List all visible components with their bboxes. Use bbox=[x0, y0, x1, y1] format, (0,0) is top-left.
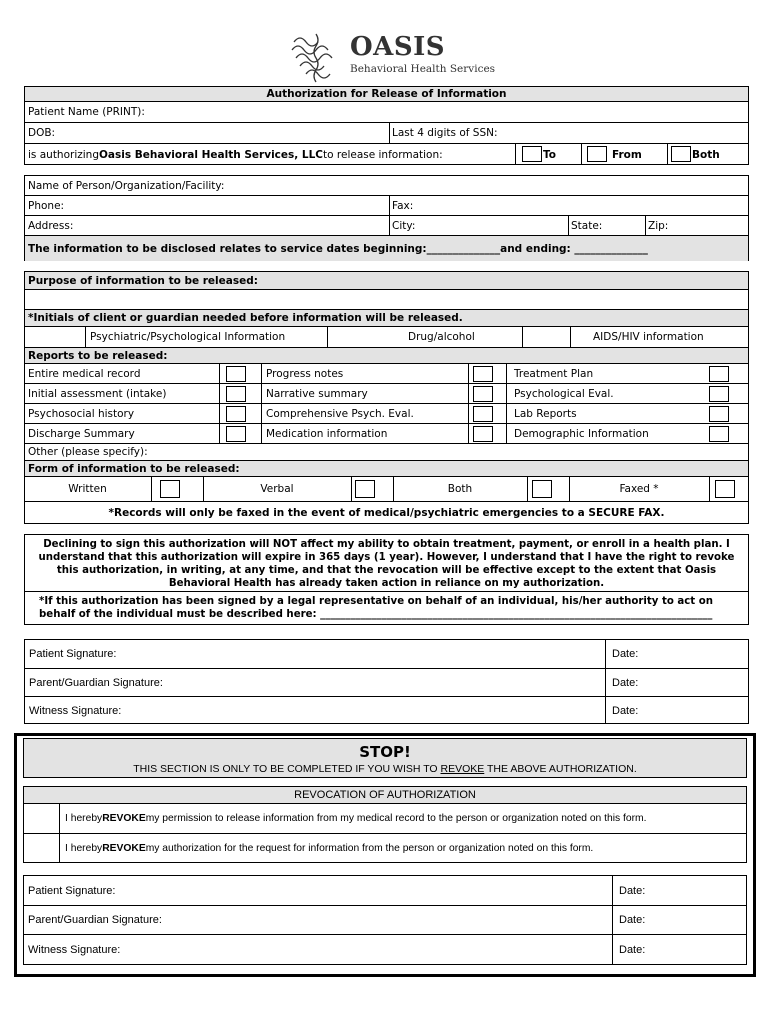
revoke-permission-initials[interactable] bbox=[24, 804, 60, 833]
ssn-label: Last 4 digits of SSN: bbox=[392, 127, 498, 139]
revoke-authorization-initials[interactable] bbox=[24, 834, 60, 863]
option-faxed: Faxed * bbox=[619, 483, 659, 495]
patient-signature-row[interactable] bbox=[25, 640, 748, 669]
revocation-witness-date-label: Date: bbox=[619, 944, 646, 956]
both-label: Both bbox=[692, 148, 720, 161]
checkbox-lab-reports[interactable] bbox=[709, 406, 729, 422]
service-dates-text: The information to be disclosed relates to service dates beginning:______________ and ending: ______________ bbox=[28, 242, 648, 255]
category-aids-hiv: AIDS/HIV information bbox=[593, 331, 704, 343]
declining-text: Declining to sign this authorization will NOT affect my ability to obtain treatment, payment, or enroll in a health plan. I understand that this authorization will expire in 365 days (1 year). However, I understand that I have the right to revoke this authorization, in writing, at any time, and that the revocation will be effective except to the extent that Oasis Behavioral Health has already taken action in reliance on my authorization. bbox=[38, 539, 735, 589]
witness-signature-row[interactable] bbox=[25, 697, 748, 724]
revocation-guardian-signature-label: Parent/Guardian Signature: bbox=[28, 914, 162, 926]
report-psychological-eval: Psychological Eval. bbox=[514, 387, 614, 400]
report-row bbox=[25, 384, 748, 404]
revoke-permission-text: I hereby REVOKE my permission to release information from my medical record to the person or organization noted on this form. bbox=[65, 813, 647, 824]
fax-note: *Records will only be faxed in the event of medical/psychiatric emergencies to a SECURE FAX. bbox=[108, 507, 665, 519]
other-label: Other (please specify): bbox=[28, 446, 148, 458]
checkbox-faxed[interactable] bbox=[715, 480, 735, 498]
report-lab-reports: Lab Reports bbox=[514, 407, 577, 420]
oasis-swirl-icon bbox=[286, 28, 348, 84]
stop-subtitle: THIS SECTION IS ONLY TO BE COMPLETED IF YOU WISH TO REVOKE THE ABOVE AUTHORIZATION. bbox=[133, 763, 637, 775]
guardian-date-label: Date: bbox=[612, 676, 639, 689]
fax-label: Fax: bbox=[392, 199, 414, 212]
guardian-signature-row[interactable] bbox=[25, 669, 748, 697]
report-psychosocial-history: Psychosocial history bbox=[28, 407, 135, 420]
form-title-row bbox=[25, 87, 748, 102]
patient-section bbox=[24, 86, 749, 165]
checkbox-discharge-summary[interactable] bbox=[226, 426, 246, 442]
revocation-header: REVOCATION OF AUTHORIZATION bbox=[294, 789, 476, 801]
checkbox-entire-medical-record[interactable] bbox=[226, 366, 246, 382]
option-written: Written bbox=[68, 483, 107, 495]
stop-title: STOP! bbox=[359, 743, 411, 761]
initials-note: *Initials of client or guardian needed before information will be released. bbox=[28, 312, 463, 324]
report-row bbox=[25, 404, 748, 424]
report-medication-information: Medication information bbox=[266, 427, 388, 440]
reports-header-row bbox=[25, 348, 748, 364]
report-row bbox=[25, 364, 748, 384]
checkbox-medication-information[interactable] bbox=[473, 426, 493, 442]
revocation-witness-signature-label: Witness Signature: bbox=[28, 944, 121, 956]
category-psychiatric: Psychiatric/Psychological Information bbox=[90, 331, 286, 343]
authorizing-org: Oasis Behavioral Health Services, LLC bbox=[99, 148, 324, 161]
report-row bbox=[25, 424, 748, 444]
city-label: City: bbox=[392, 219, 416, 232]
legal-rep-text: *If this authorization has been signed by a legal representative on behalf of an individual, his/her authority to act on behalf of the individual must be described here: _____________________________________________________________________________ bbox=[39, 596, 713, 620]
category-drug-alcohol: Drug/alcohol bbox=[408, 331, 475, 343]
report-initial-assessment: Initial assessment (intake) bbox=[28, 387, 167, 400]
checkbox-written[interactable] bbox=[160, 480, 180, 498]
legal-rep-row bbox=[25, 592, 748, 625]
revocation-guardian-date-label: Date: bbox=[619, 914, 646, 926]
logo-name: OASIS bbox=[350, 32, 446, 62]
stop-header bbox=[23, 738, 747, 778]
purpose-section bbox=[24, 271, 749, 524]
checkbox-demographic-information[interactable] bbox=[709, 426, 729, 442]
patient-date-label: Date: bbox=[612, 648, 639, 660]
recipient-name-label: Name of Person/Organization/Facility: bbox=[28, 179, 225, 192]
form-of-info-options-row bbox=[25, 477, 748, 502]
to-label: To bbox=[543, 148, 556, 161]
address-label: Address: bbox=[28, 219, 74, 232]
option-verbal: Verbal bbox=[260, 483, 294, 495]
revocation-signature-section bbox=[23, 875, 747, 965]
revocation-patient-signature-label: Patient Signature: bbox=[28, 884, 116, 897]
revoke-permission-row bbox=[24, 804, 746, 834]
revocation-section bbox=[14, 733, 756, 977]
report-comprehensive-psych-eval: Comprehensive Psych. Eval. bbox=[266, 407, 414, 420]
checkbox-narrative-summary[interactable] bbox=[473, 386, 493, 402]
witness-signature-label: Witness Signature: bbox=[29, 704, 122, 717]
purpose-input-row[interactable] bbox=[25, 290, 748, 310]
purpose-label: Purpose of information to be released: bbox=[28, 274, 258, 287]
report-progress-notes: Progress notes bbox=[266, 367, 344, 380]
state-label: State: bbox=[571, 219, 603, 232]
revocation-witness-signature-row[interactable] bbox=[24, 935, 746, 965]
checkbox-psychosocial-history[interactable] bbox=[226, 406, 246, 422]
patient-signature-label: Patient Signature: bbox=[29, 648, 117, 660]
report-entire-medical-record: Entire medical record bbox=[28, 367, 141, 380]
logo-subtitle: Behavioral Health Services bbox=[350, 63, 496, 75]
other-row[interactable] bbox=[25, 444, 748, 461]
checkbox-psychological-eval[interactable] bbox=[709, 386, 729, 402]
from-label: From bbox=[612, 148, 642, 161]
dob-ssn-row bbox=[25, 123, 748, 144]
checkbox-comprehensive-psych-eval[interactable] bbox=[473, 406, 493, 422]
revoke-authorization-row bbox=[24, 834, 746, 863]
patient-name-label: Patient Name (PRINT): bbox=[28, 106, 145, 118]
guardian-signature-label: Parent/Guardian Signature: bbox=[29, 676, 163, 689]
revocation-patient-date-label: Date: bbox=[619, 884, 646, 897]
witness-date-label: Date: bbox=[612, 704, 639, 717]
checkbox-treatment-plan[interactable] bbox=[709, 366, 729, 382]
service-dates-row bbox=[25, 236, 748, 261]
reports-label: Reports to be released: bbox=[28, 349, 168, 362]
report-treatment-plan: Treatment Plan bbox=[514, 367, 594, 380]
phone-fax-row bbox=[25, 196, 748, 216]
revocation-guardian-signature-row[interactable] bbox=[24, 906, 746, 935]
revocation-header-row bbox=[24, 787, 746, 804]
report-discharge-summary: Discharge Summary bbox=[28, 427, 135, 440]
initials-note-row bbox=[25, 310, 748, 327]
revocation-box bbox=[23, 786, 747, 863]
initial-categories-row bbox=[25, 327, 748, 348]
report-narrative-summary: Narrative summary bbox=[266, 387, 368, 400]
phone-label: Phone: bbox=[28, 199, 65, 212]
revocation-patient-signature-row[interactable] bbox=[24, 876, 746, 906]
checkbox-both[interactable] bbox=[532, 480, 552, 498]
form-title: Authorization for Release of Information bbox=[266, 88, 507, 100]
patient-name-row[interactable] bbox=[25, 102, 748, 123]
report-demographic-information: Demographic Information bbox=[514, 427, 649, 440]
both-checkbox[interactable] bbox=[671, 146, 691, 162]
signature-section bbox=[24, 639, 749, 724]
authorizing-text: is authorizing Oasis Behavioral Health Services, LLC to release information: bbox=[28, 148, 443, 161]
zip-label: Zip: bbox=[648, 219, 669, 232]
checkbox-progress-notes[interactable] bbox=[473, 366, 493, 382]
recipient-name-row[interactable] bbox=[25, 176, 748, 196]
authorizing-row bbox=[25, 144, 748, 165]
oasis-logo bbox=[286, 28, 506, 84]
revoke-authorization-text: I hereby REVOKE my authorization for the request for information from the person or organization noted on this form. bbox=[65, 843, 594, 854]
declining-row bbox=[25, 535, 748, 592]
to-checkbox[interactable] bbox=[522, 146, 542, 162]
dob-label: DOB: bbox=[28, 127, 56, 139]
address-row bbox=[25, 216, 748, 236]
checkbox-initial-assessment[interactable] bbox=[226, 386, 246, 402]
declining-section bbox=[24, 534, 749, 625]
recipient-section bbox=[24, 175, 749, 261]
option-both: Both bbox=[447, 483, 473, 495]
form-of-info-label: Form of information to be released: bbox=[28, 462, 240, 475]
from-checkbox[interactable] bbox=[587, 146, 607, 162]
checkbox-verbal[interactable] bbox=[355, 480, 375, 498]
form-of-info-header-row bbox=[25, 461, 748, 477]
purpose-header-row bbox=[25, 272, 748, 290]
fax-note-row bbox=[25, 502, 748, 524]
